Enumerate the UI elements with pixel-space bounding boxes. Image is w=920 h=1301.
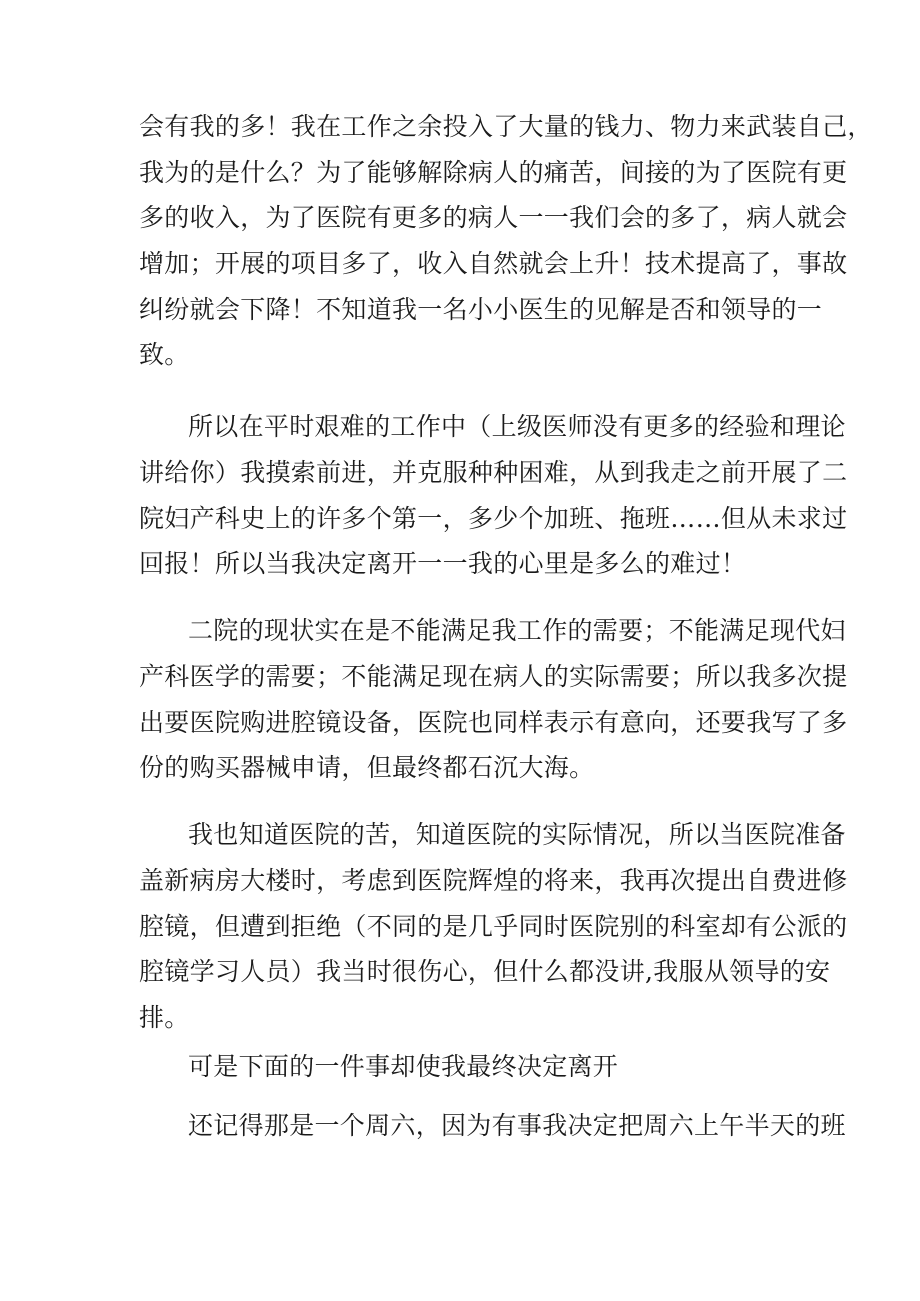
text-line-10: 回报！所以当我决定离开一一我的心里是多么的难过！ — [139, 549, 747, 578]
text-line-15: 我也知道医院的苦，知道医院的实际情况，所以当医院准备 — [188, 820, 846, 849]
text-line-18: 腔镜学习人员）我当时很伤心，但什么都没讲,我服从领导的安 — [139, 957, 831, 986]
text-line-6: 致。 — [139, 340, 190, 369]
text-line-4: 增加；开展的项目多了，收入自然就会上升！技术提高了，事故 — [139, 249, 848, 278]
text-line-20: 可是下面的一件事却使我最终决定离开 — [188, 1052, 619, 1081]
text-line-13: 出要医院购进腔镜设备，医院也同样表示有意向，还要我写了多 — [139, 708, 848, 737]
text-line-12: 产科医学的需要；不能满足现在病人的实际需要；所以我多次提 — [139, 662, 848, 691]
text-line-2: 我为的是什么？为了能够解除病人的痛苦，间接的为了医院有更 — [139, 158, 848, 187]
text-line-11: 二院的现状实在是不能满足我工作的需要；不能满足现代妇 — [188, 616, 846, 645]
text-line-7: 所以在平时艰难的工作中（上级医师没有更多的经验和理论 — [188, 412, 846, 441]
text-line-5: 纠纷就会下降！不知道我一名小小医生的见解是否和领导的一 — [139, 295, 823, 324]
text-line-16: 盖新病房大楼时，考虑到医院辉煌的将来，我再次提出自费进修 — [139, 866, 848, 895]
text-line-21: 还记得那是一个周六，因为有事我决定把周六上午半天的班 — [188, 1111, 846, 1140]
text-line-1: 会有我的多！我在工作之余投入了大量的钱力、物力来武装自己， — [139, 112, 873, 141]
text-line-14: 份的购买器械申请，但最终都石沉大海。 — [139, 753, 595, 782]
text-line-9: 院妇产科史上的许多个第一，多少个加班、拖班……但从未求过 — [139, 504, 848, 533]
text-line-3: 多的收入，为了医院有更多的病人一一我们会的多了，病人就会 — [139, 203, 848, 232]
text-line-19: 排。 — [139, 1003, 190, 1032]
text-line-17: 腔镜，但遭到拒绝（不同的是几乎同时医院别的科室却有公派的 — [139, 912, 848, 941]
text-line-8: 讲给你）我摸索前进，并克服种种困难，从到我走之前开展了二 — [139, 458, 848, 487]
